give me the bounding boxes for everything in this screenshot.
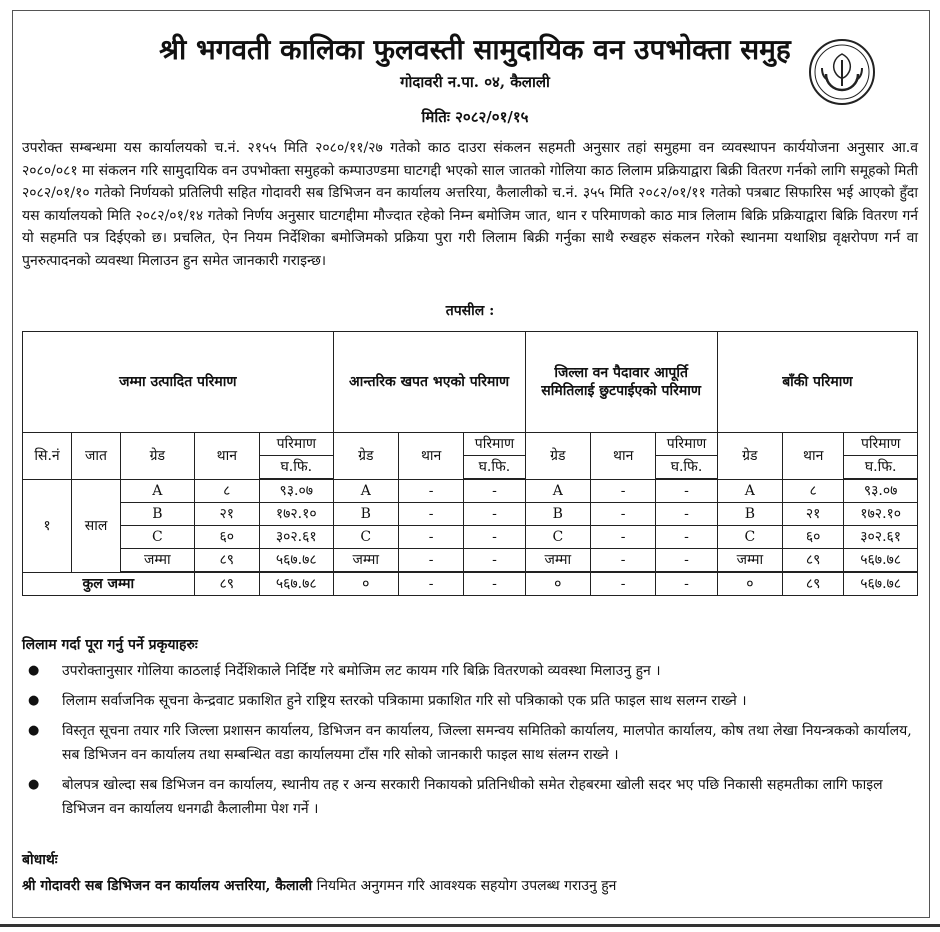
- cell-species: साल: [72, 479, 121, 572]
- cell-sn: १: [23, 479, 72, 572]
- header-district-supply: जिल्ला वन पैदावार आपूर्ति समितिलाई छुटपाईएको परिमाण: [525, 332, 717, 433]
- cell: १७२.१०: [844, 503, 918, 526]
- cell: जम्मा: [333, 549, 398, 573]
- header-remaining: बाँकी परिमाण: [717, 332, 917, 433]
- cell: ०: [333, 572, 398, 596]
- table-total-row: [23, 572, 918, 596]
- col-species: जात: [72, 433, 121, 480]
- cell: ८: [783, 479, 844, 503]
- cc-recipient: [22, 876, 918, 895]
- table-row: [23, 526, 918, 549]
- table-group-header-row: [23, 332, 918, 433]
- cell: B: [525, 503, 590, 526]
- cell: -: [656, 526, 717, 549]
- body-paragraph: उपरोक्त सम्बन्धमा यस कार्यालयको च.नं. २१५५ मिति २०८०/११/२७ गतेको काठ दाउरा संकलन सहमती अनुसार तहां समुहमा वन व्यवस्थापन कार्ययोजना अनुसार आ.व २०८०/०८१ मा संकलन गरि सामुदायिक वन उपभोक्ता समुहको कम्पाउण्डमा घाटगद्दी भएको साल जातको गोलिया काठ लिलाम प्रक्रियाद्वारा बिक्री वितरण गर्नको लागि समूहको मिती २०८२/०१/१० गतेको निर्णयको प्रतिलिपी सहित गोदावरी सब डिभिजन वन कार्यालय अत्तरिया, कैलालीको च.नं. ३५५ मिति २०८२/०१/११ गतेको पत्रबाट सिफारिस भई आएको हुँदा यस कार्यालयको मिति २०८२/०१/१४ गतेको निर्णय अनुसार घाटगद्दीमा मौज्दात रहेको निम्न बमोजिम जात, थान र परिमाणको काठ मात्र लिलाम बिक्रि प्रक्रियाद्वारा बिक्रि वितरण गर्न यो सहमति पत्र दिईएको छ। प्रचलित, ऐन नियम निर्देशिका बमोजिमको प्रक्रिया पुरा गरी लिलाम बिक्री गर्नुका साथै रुखहरु संकलन गरेको स्थानमा यथाशिघ्र वृक्षरोपण गर्न वा पुनरुत्पादनको व्यवस्था मिलाउन हुन समेत जानकारी गराइन्छ।: [22, 140, 918, 269]
- col-unit: घ.फि.: [656, 456, 717, 480]
- cell: -: [398, 503, 463, 526]
- cell: -: [464, 479, 525, 503]
- col-count: थान: [783, 433, 844, 480]
- cell: -: [590, 549, 655, 573]
- col-volume: परिमाण: [656, 433, 717, 456]
- organization-logo-icon: [808, 38, 876, 106]
- cc-recipient-name: श्री गोदावरी सब डिभिजन वन कार्यालय अत्तरिया, कैलाली: [22, 878, 313, 894]
- header-internal-use: आन्तरिक खपत भएको परिमाण: [333, 332, 525, 433]
- col-unit: घ.फि.: [259, 456, 333, 480]
- cell: ९३.०७: [259, 479, 333, 503]
- cell: ६०: [194, 526, 259, 549]
- cc-label: बोधार्थः: [22, 852, 58, 868]
- cell: -: [590, 572, 655, 596]
- list-item: ● बोलपत्र खोल्दा सब डिभिजन वन कार्यालय, स्थानीय तह र अन्य सरकारी निकायको प्रतिनिधीको समेत रोहबरमा खोली सदर भए पछि निकासी सहमतीका लागि फाइल डिभिजन वन कार्यालय धनगढी कैलालीमा पेश गर्ने ।: [22, 773, 918, 821]
- col-count: थान: [590, 433, 655, 480]
- steps-list: [22, 659, 918, 827]
- cell: A: [525, 479, 590, 503]
- cell: -: [398, 549, 463, 573]
- table-row: [23, 479, 918, 503]
- cell: ८९: [783, 549, 844, 573]
- cell: B: [717, 503, 782, 526]
- cell: जम्मा: [717, 549, 782, 573]
- list-item: ● विस्तृत सूचना तयार गरि जिल्ला प्रशासन कार्यालय, डिभिजन वन कार्यालय, जिल्ला समन्वय समितिको कार्यालय, मालपोत कार्यालय, कोष तथा लेखा नियन्त्रकको कार्यालय, सब डिभिजन वन कार्यालय तथा सम्बन्धित वडा कार्यालयमा टाँस गरि सोको जानकारी फाइल साथ संलग्न राख्ने ।: [22, 719, 918, 767]
- header-total-produced: जम्मा उत्पादित परिमाण: [23, 332, 334, 433]
- cell: C: [333, 526, 398, 549]
- cell: -: [464, 572, 525, 596]
- cell: -: [590, 503, 655, 526]
- cell: ०: [525, 572, 590, 596]
- details-label: तपसील :: [445, 303, 495, 319]
- cell: ५६७.७८: [844, 572, 918, 596]
- table-column-header-row: [23, 433, 918, 456]
- cell: जम्मा: [121, 549, 195, 573]
- cell: १७२.१०: [259, 503, 333, 526]
- col-unit: घ.फि.: [464, 456, 525, 480]
- cell: -: [464, 503, 525, 526]
- col-count: थान: [194, 433, 259, 480]
- cell: ८९: [194, 549, 259, 573]
- cell: -: [656, 572, 717, 596]
- cell: B: [333, 503, 398, 526]
- date-line: मितिः २०८२/०१/१५: [421, 108, 529, 126]
- cell: ८९: [194, 572, 259, 596]
- page-title: श्री भगवती कालिका फुलवस्ती सामुदायिक वन उपभोक्ता समुह: [159, 33, 791, 66]
- cell: -: [464, 526, 525, 549]
- cell: A: [717, 479, 782, 503]
- cell: C: [717, 526, 782, 549]
- cell: -: [656, 503, 717, 526]
- cell: -: [398, 526, 463, 549]
- cell: -: [656, 549, 717, 573]
- cell: C: [525, 526, 590, 549]
- cell: A: [333, 479, 398, 503]
- cell: ३०२.६१: [259, 526, 333, 549]
- cell: -: [464, 549, 525, 573]
- col-grade: ग्रेड: [717, 433, 782, 480]
- cell: C: [121, 526, 195, 549]
- cell: ९३.०७: [844, 479, 918, 503]
- cell: २१: [783, 503, 844, 526]
- cell: ५६७.७८: [259, 549, 333, 573]
- bottom-divider: [0, 924, 940, 927]
- col-grade: ग्रेड: [333, 433, 398, 480]
- col-count: थान: [398, 433, 463, 480]
- cell: -: [656, 479, 717, 503]
- table-subtotal-row: [23, 549, 918, 573]
- cell: A: [121, 479, 195, 503]
- cell: जम्मा: [525, 549, 590, 573]
- col-grade: ग्रेड: [121, 433, 195, 480]
- cell: -: [398, 572, 463, 596]
- cell: ५६७.७८: [844, 549, 918, 573]
- cell: ६०: [783, 526, 844, 549]
- col-volume: परिमाण: [844, 433, 918, 456]
- cell: ३०२.६१: [844, 526, 918, 549]
- col-grade: ग्रेड: [525, 433, 590, 480]
- list-item: ● लिलाम सर्वाजनिक सूचना केन्द्रवाट प्रकाशित हुने राष्ट्रिय स्तरको पत्रिकामा प्रकाशित गरि सो पत्रिकाको एक प्रति फाइल साथ सलग्न राख्ने ।: [22, 689, 918, 713]
- timber-table: [22, 331, 918, 596]
- cell: २१: [194, 503, 259, 526]
- cc-recipient-note: नियमित अनुगमन गरि आवश्यक सहयोग उपलब्ध गराउनु हुन: [312, 878, 617, 894]
- list-item: ● उपरोक्तानुसार गोलिया काठलाई निर्देशिकाले निर्दिष्ट गरे बमोजिम लट कायम गरि बिक्रि वितरणको व्यवस्था मिलाउनु हुन ।: [22, 659, 918, 683]
- cell: -: [398, 479, 463, 503]
- cell: -: [590, 526, 655, 549]
- cell: ५६७.७८: [259, 572, 333, 596]
- steps-heading: लिलाम गर्दा पूरा गर्नु पर्ने प्रकृयाहरुः: [22, 637, 198, 653]
- cell: B: [121, 503, 195, 526]
- cell: ०: [717, 572, 782, 596]
- col-volume: परिमाण: [464, 433, 525, 456]
- cell: -: [590, 479, 655, 503]
- total-label: कुल जम्मा: [23, 572, 195, 596]
- table-row: [23, 503, 918, 526]
- address-line: गोदावरी न.पा. ०४, कैलाली: [400, 73, 550, 91]
- col-sn: सि.नं: [23, 433, 72, 480]
- cell: ८: [194, 479, 259, 503]
- col-volume: परिमाण: [259, 433, 333, 456]
- col-unit: घ.फि.: [844, 456, 918, 480]
- cell: ८९: [783, 572, 844, 596]
